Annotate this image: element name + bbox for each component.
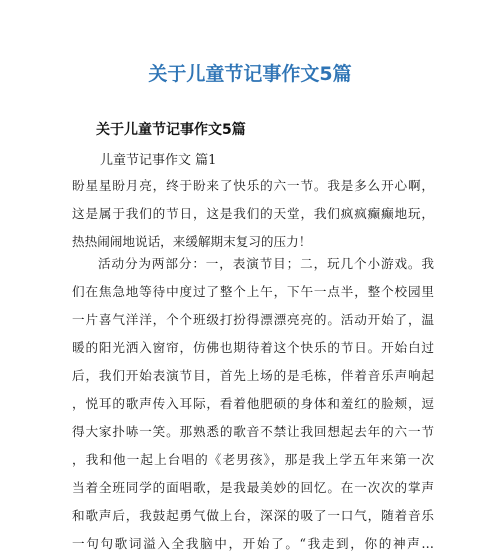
page-title: 关于儿童节记事作文5篇 bbox=[148, 63, 352, 85]
paragraph-line: ，我和他一起上台唱的《老男孩》，那是我上学五年来第一次 bbox=[72, 452, 434, 467]
paragraph-line: 盼星星盼月亮，终于盼来了快乐的六一节。我是多么开心啊， bbox=[72, 178, 434, 193]
paragraph-line: 一句句歌词溢入全我脑中，开始了。“我走到，你的神声… bbox=[72, 536, 434, 551]
paragraph-line: 们在焦急地等待中度过了整个上午，下午一点半，整个校园里 bbox=[72, 284, 434, 299]
paragraph-line: 当着全班同学的面唱歌，是我最美妙的回忆。在一次次的掌声 bbox=[72, 480, 434, 495]
paragraph-line: 活动分为两部分：一，表演节目；二，玩几个小游戏。我 bbox=[98, 256, 434, 271]
paragraph-line: 热热闹闹地说话，来缓解期末复习的压力！ bbox=[72, 234, 312, 249]
paragraph-line: 一片喜气洋洋，个个班级打扮得漂漂亮亮的。活动开始了，温 bbox=[72, 312, 434, 327]
sub-heading: 关于儿童节记事作文5篇 bbox=[96, 122, 246, 138]
paragraph-line: 暖的阳光洒入窗帘，仿佛也期待着这个快乐的节日。开始白过 bbox=[72, 340, 434, 355]
paragraph-line: 后，我们开始表演节目，首先上场的是毛栋，伴着音乐声响起 bbox=[72, 368, 434, 383]
paragraph-line: ，悦耳的歌声传入耳际，看着他肥硕的身体和羞红的脸颊，逗 bbox=[72, 396, 434, 411]
paragraph-line: 得大家扑哧一笑。那熟悉的歌音不禁让我回想起去年的六一节 bbox=[72, 424, 434, 439]
paragraph-2 bbox=[72, 250, 434, 558]
paragraph-line: 和歌声后，我鼓起勇气做上台，深深的吸了一口气，随着音乐 bbox=[72, 508, 434, 523]
paragraph-line: 这是属于我们的节日，这是我们的天堂，我们疯疯癫癫地玩， bbox=[72, 206, 434, 221]
paragraph-1 bbox=[72, 172, 434, 256]
essay-label: 儿童节记事作文 篇1 bbox=[100, 153, 217, 168]
